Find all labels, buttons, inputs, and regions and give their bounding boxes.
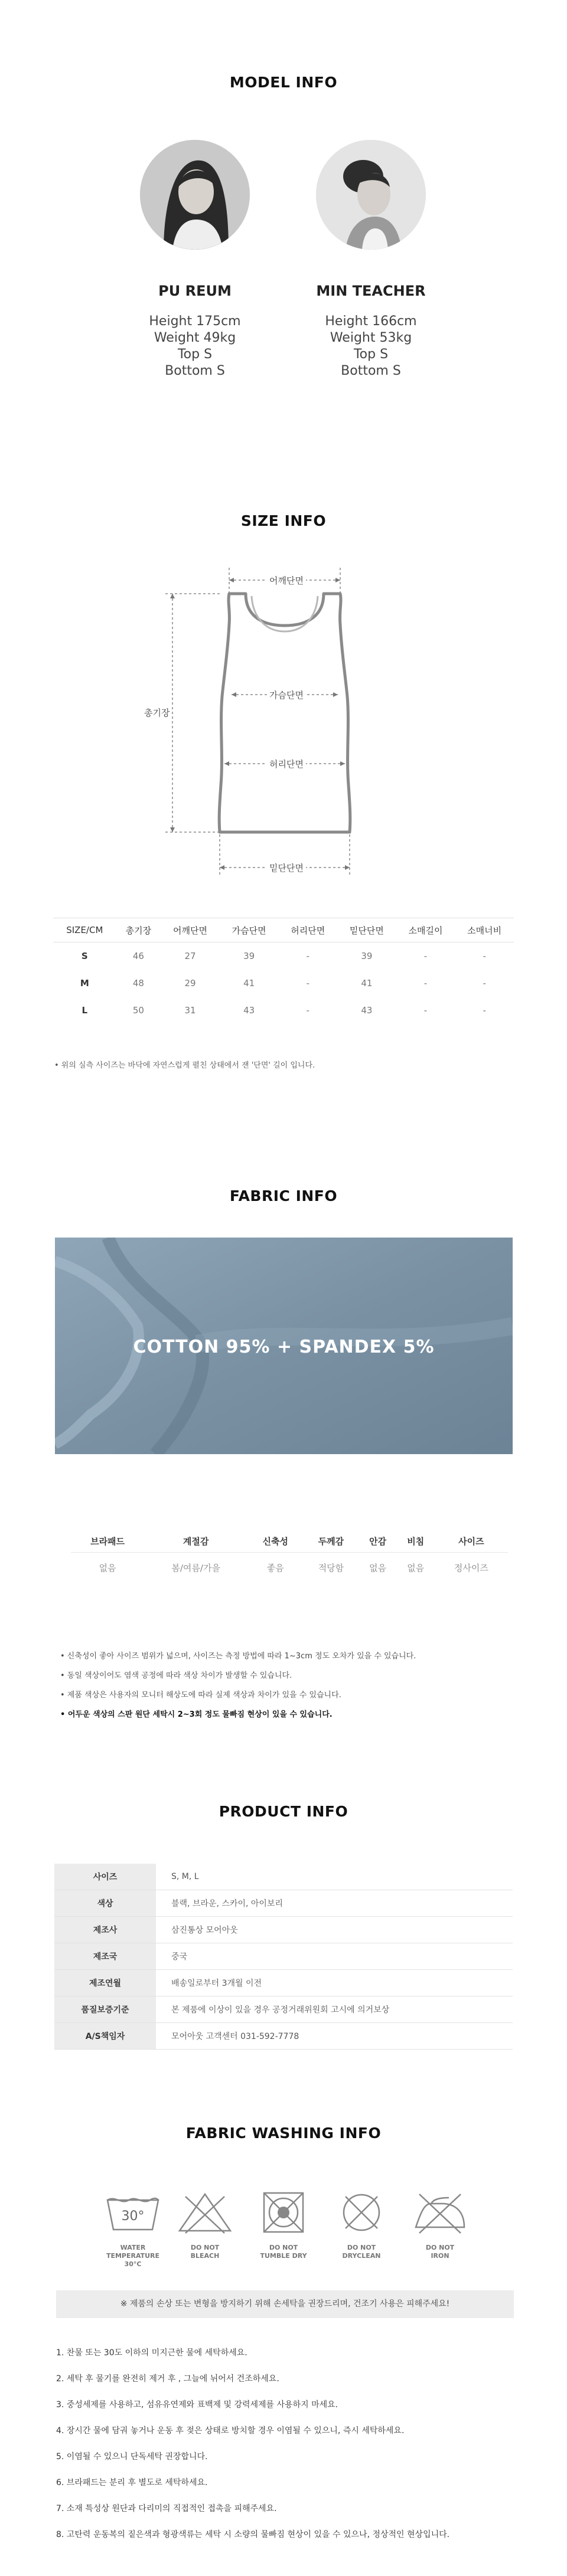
fabric-header-cell: 신축성 [247, 1530, 303, 1553]
product-value: 배송일로부터 3개월 이전 [156, 1970, 513, 1996]
size-header-cell: 밑단단면 [337, 918, 396, 942]
size-cell: 29 [184, 978, 196, 988]
list-item: 3. 중성세제를 사용하고, 섬유유연제와 표백제 및 강력세제를 사용하지 마세요. [56, 2400, 338, 2410]
table-row [54, 1970, 513, 1996]
size-cell: S [81, 951, 88, 961]
fabric-note-item: • 신축성이 좋아 사이즈 범위가 넓으며, 사이즈는 측정 방법에 따라 1~3cm 정도 오차가 있을 수 있습니다. [60, 1652, 416, 1661]
shoulder-label: 어깨단면 [267, 574, 306, 587]
wash-label-line: DO NOT [269, 2244, 298, 2251]
size-header-cell: 소매길이 [396, 918, 455, 942]
fabric-header-row [71, 1530, 508, 1553]
size-cell: 50 [132, 1005, 144, 1016]
table-row [53, 970, 514, 997]
size-cell: - [306, 951, 309, 961]
model-name: PU REUM [158, 283, 232, 299]
list-item: 4. 장시간 물에 담궈 놓거나 운동 후 젖은 상태로 방치할 경우 이염될 수 있으니, 즉시 세탁하세요. [56, 2426, 405, 2436]
fabric-notes [60, 1647, 416, 1724]
table-row [53, 997, 514, 1024]
size-cell: 39 [243, 951, 255, 961]
fabric-note-item-bold: • 어두운 색상의 스판 원단 세탁시 2~3회 정도 물빠짐 현상이 있을 수 있습니다. [60, 1710, 333, 1719]
fabric-info-title: FABRIC INFO [229, 1187, 338, 1204]
size-info-title: SIZE INFO [240, 512, 327, 529]
size-header-cell: 가슴단면 [220, 918, 279, 942]
table-row [54, 2023, 513, 2050]
no-dryclean-icon [329, 2189, 394, 2237]
product-value: 삼진통상 모어아웃 [156, 1917, 513, 1943]
wash-label-line: BLEACH [190, 2252, 220, 2260]
size-header-cell: 어깨단면 [161, 918, 220, 942]
size-cell: M [80, 978, 89, 988]
product-value: 중국 [156, 1943, 513, 1970]
fabric-note-item: • 제품 색상은 사용자의 모니터 해상도에 따라 실제 색상과 차이가 있을 수 있습니다. [60, 1691, 341, 1700]
wash-label-line: IRON [431, 2252, 449, 2260]
size-cell: - [423, 951, 428, 961]
fabric-value-cell: 적당함 [318, 1562, 344, 1573]
washing-info-title: FABRIC WASHING INFO [185, 2125, 382, 2142]
washing-symbol [408, 2189, 472, 2260]
no-tumble-dry-icon [251, 2189, 316, 2237]
size-header-cell: SIZE/CM [53, 918, 116, 942]
washing-symbol [251, 2189, 316, 2260]
hem-label: 밑단단면 [267, 862, 306, 874]
length-label: 총기장 [142, 706, 172, 719]
size-diagram [0, 0, 567, 885]
fabric-header-cell: 계절감 [144, 1530, 247, 1553]
fabric-photo [55, 1238, 513, 1454]
table-row [54, 1943, 513, 1970]
fabric-value-cell: 없음 [369, 1562, 387, 1573]
no-iron-icon [408, 2189, 472, 2237]
fabric-header-cell: 브라패드 [71, 1530, 144, 1553]
wash-label-line: DRYCLEAN [342, 2252, 381, 2260]
size-cell: 27 [184, 951, 196, 961]
fabric-value-cell: 없음 [99, 1562, 116, 1573]
list-item: 7. 소재 특성상 원단과 다리미의 직접적인 접촉을 피해주세요. [56, 2504, 277, 2513]
size-cell: - [483, 978, 486, 988]
model-bottom-size: Bottom S [165, 364, 225, 378]
size-table-header [53, 918, 514, 942]
table-row [54, 1864, 513, 1890]
product-value: 본 제품에 이상이 있을 경우 공정거래위원회 고시에 의거보상 [156, 1996, 513, 2023]
fabric-value-cell: 없음 [407, 1562, 425, 1573]
model-top-size: Top S [177, 347, 213, 362]
size-cell: 43 [361, 1005, 373, 1016]
product-key: 제조국 [54, 1943, 156, 1970]
size-header-cell: 소매너비 [455, 918, 514, 942]
product-key: A/S책임자 [54, 2023, 156, 2050]
list-item: 6. 브라패드는 분리 후 별도로 세탁하세요. [56, 2478, 208, 2487]
wash-temp: 30° [121, 2209, 145, 2224]
list-item: 1. 찬물 또는 30도 이하의 미지근한 물에 세탁하세요. [56, 2348, 247, 2358]
size-cell: 43 [243, 1005, 255, 1016]
size-cell: 39 [361, 951, 373, 961]
model-name: MIN TEACHER [316, 283, 426, 299]
model-bottom-size: Bottom S [341, 364, 401, 378]
product-key: 색상 [54, 1890, 156, 1917]
model-info-title: MODEL INFO [229, 74, 338, 91]
wash-label-line: TEMPERATURE 30°C [106, 2252, 160, 2268]
size-cell: - [423, 1005, 428, 1016]
wash-label-line: DO NOT [190, 2244, 220, 2251]
washing-symbol [100, 2189, 165, 2269]
size-header-cell: 총기장 [116, 918, 161, 942]
washing-banner: ※ 제품의 손상 또는 변형을 방지하기 위해 손세탁을 권장드리며, 건조기 사용은 피해주세요! [56, 2290, 514, 2318]
model-height: Height 166cm [325, 314, 417, 329]
fabric-value-cell: 좋음 [266, 1562, 284, 1573]
fabric-header-cell: 안감 [359, 1530, 397, 1553]
fabric-value-cell: 정사이즈 [454, 1562, 488, 1573]
fabric-header-cell: 두께감 [303, 1530, 359, 1553]
size-cell: - [483, 951, 486, 961]
waist-label: 허리단면 [267, 758, 306, 770]
size-header-cell: 허리단면 [278, 918, 337, 942]
size-cell: 31 [184, 1005, 196, 1016]
model-top-size: Top S [353, 347, 389, 362]
product-key: 제조연월 [54, 1970, 156, 1996]
wash-30-icon [100, 2189, 165, 2237]
size-cell: 41 [243, 978, 255, 988]
fabric-value-cell: 봄/여름/가을 [171, 1562, 220, 1573]
fabric-composition: COTTON 95% + SPANDEX 5% [133, 1337, 435, 1357]
model-weight: Weight 53kg [330, 330, 412, 345]
table-row [54, 1890, 513, 1917]
product-key: 사이즈 [54, 1864, 156, 1890]
no-bleach-icon [172, 2189, 237, 2237]
size-cell: - [306, 978, 309, 988]
wash-label-line: WATER [120, 2244, 146, 2251]
washing-symbol [329, 2189, 394, 2260]
model-weight: Weight 49kg [154, 330, 236, 345]
wash-label-line: DO NOT [347, 2244, 376, 2251]
fabric-header-cell: 사이즈 [435, 1530, 508, 1553]
size-cell: 41 [361, 978, 373, 988]
size-note: • 위의 실측 사이즈는 바닥에 자연스럽게 펼친 상태에서 잰 '단면' 길이 입니다. [54, 1061, 315, 1070]
table-row [54, 1917, 513, 1943]
product-key: 제조사 [54, 1917, 156, 1943]
product-value: 모어아웃 고객센터 031-592-7778 [156, 2023, 513, 2050]
fabric-header-cell: 비침 [397, 1530, 435, 1553]
size-cell: - [483, 1005, 486, 1016]
size-cell: - [423, 978, 428, 988]
washing-steps [56, 2340, 449, 2548]
washing-symbol [172, 2189, 237, 2260]
wash-label-line: DO NOT [425, 2244, 455, 2251]
model-height: Height 175cm [149, 314, 241, 329]
table-row [53, 942, 514, 970]
table-row [54, 1996, 513, 2023]
list-item: 5. 이염될 수 있으니 단독세탁 권장합니다. [56, 2452, 208, 2462]
size-cell: 48 [132, 978, 144, 988]
chest-label: 가슴단면 [267, 689, 306, 701]
size-cell: - [306, 1005, 309, 1016]
wash-label-line: TUMBLE DRY [260, 2252, 307, 2260]
list-item: 2. 세탁 후 물기를 완전히 제거 후 , 그늘에 뉘어서 건조하세요. [56, 2374, 279, 2384]
product-value: S, M, L [156, 1864, 513, 1890]
size-table [53, 918, 514, 1024]
product-value: 블랙, 브라운, 스카이, 아이보리 [156, 1890, 513, 1917]
list-item: 8. 고탄력 운동복의 짙은색과 형광색류는 세탁 시 소량의 물빠짐 현상이 있을 수 있으나, 정상적인 현상입니다. [56, 2530, 450, 2539]
fabric-property-table [71, 1530, 508, 1582]
fabric-note-item: • 동일 색상이어도 염색 공정에 따라 색상 차이가 발생할 수 있습니다. [60, 1671, 292, 1680]
size-cell: 46 [132, 951, 144, 961]
fabric-value-row [71, 1553, 508, 1583]
size-cell: L [82, 1005, 88, 1016]
product-info-title: PRODUCT INFO [219, 1803, 348, 1820]
product-info-table [54, 1864, 513, 2050]
product-key: 품질보증기준 [54, 1996, 156, 2023]
